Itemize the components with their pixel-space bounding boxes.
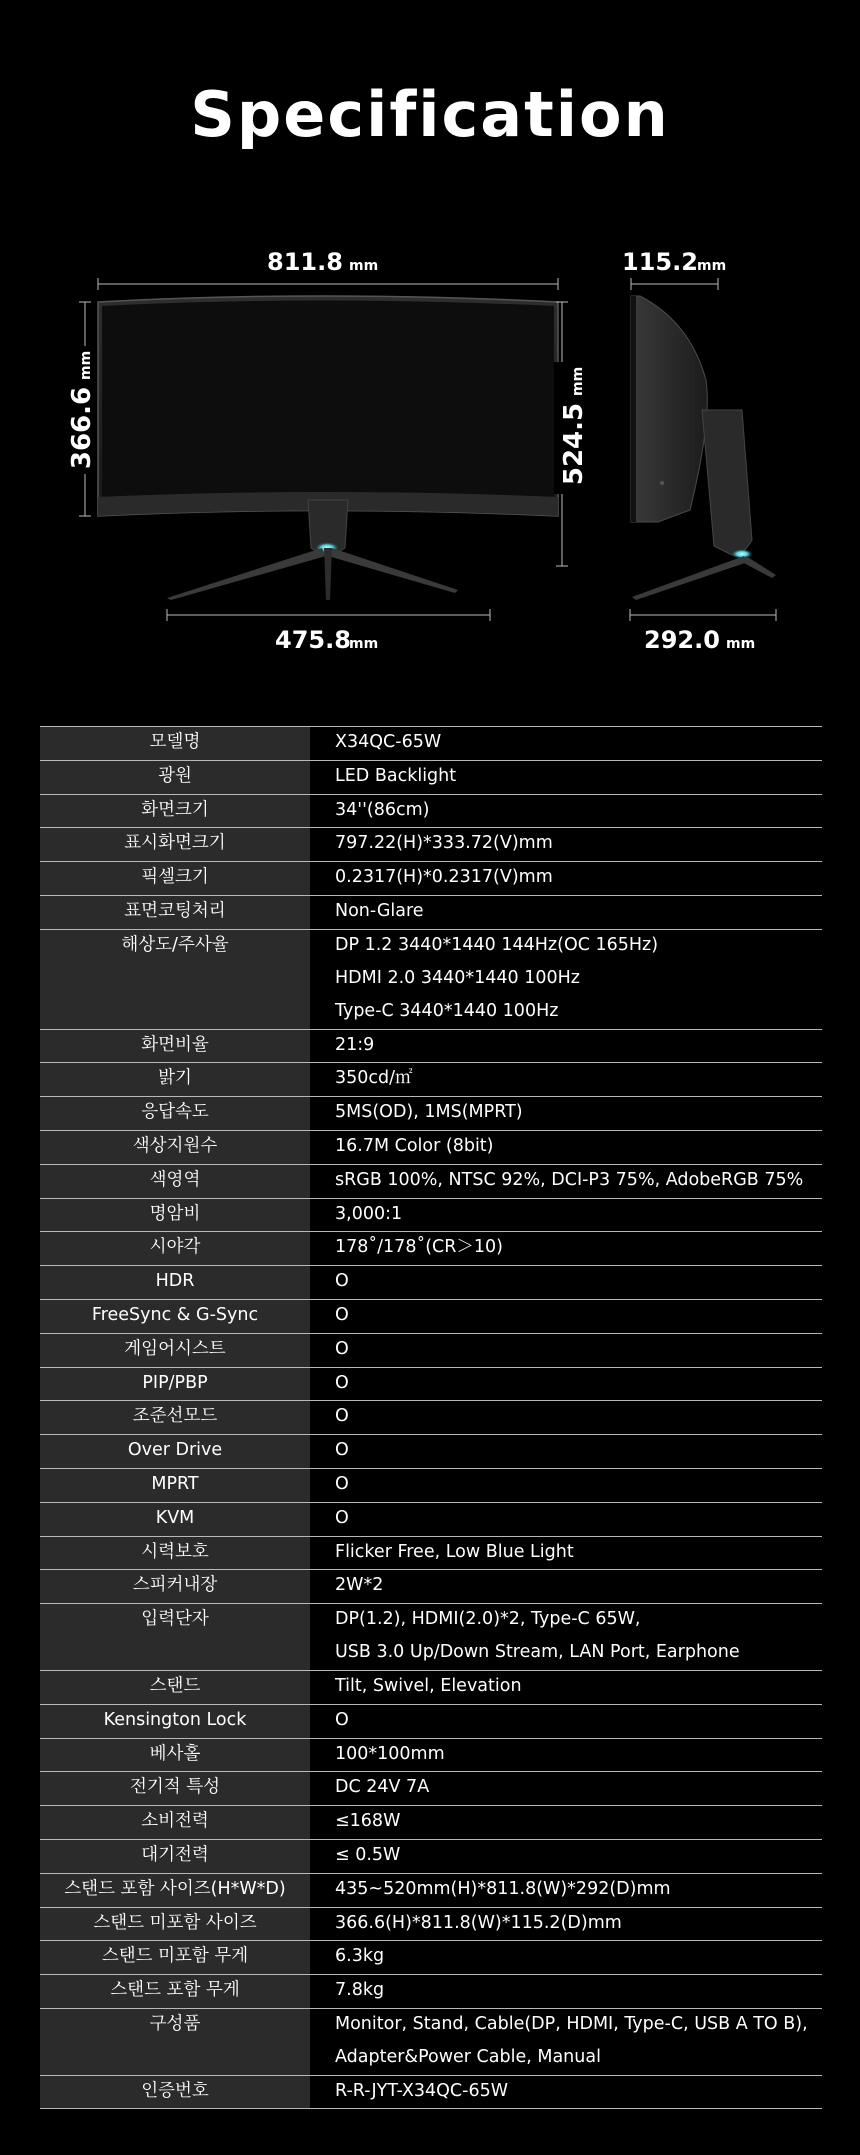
spec-value-line: DP(1.2), HDMI(2.0)*2, Type-C 65W, bbox=[335, 1609, 641, 1630]
side-depth-top-unit: mm bbox=[697, 258, 727, 274]
spec-value-line: 0.2317(H)*0.2317(V)mm bbox=[335, 867, 553, 888]
spec-label: 광원 bbox=[40, 760, 310, 794]
spec-label: 스탠드 bbox=[40, 1670, 310, 1704]
spec-value bbox=[310, 1266, 822, 1300]
spec-value bbox=[310, 760, 822, 794]
spec-row bbox=[40, 1502, 822, 1536]
side-view-monitor bbox=[631, 296, 776, 600]
spec-label: PIP/PBP bbox=[40, 1367, 310, 1401]
spec-row bbox=[40, 1670, 822, 1704]
spec-value-line: Monitor, Stand, Cable(DP, HDMI, Type-C, USB A TO B), bbox=[335, 2013, 808, 2034]
spec-value-line: Tilt, Swivel, Elevation bbox=[335, 1675, 522, 1696]
spec-row bbox=[40, 2008, 822, 2075]
spec-value bbox=[310, 1502, 822, 1536]
spec-label: Over Drive bbox=[40, 1435, 310, 1469]
spec-row bbox=[40, 1097, 822, 1131]
spec-row bbox=[40, 1570, 822, 1604]
spec-label: 구성품 bbox=[40, 2008, 310, 2075]
total-height-unit: mm bbox=[570, 366, 586, 396]
spec-label: 스탠드 포함 사이즈(H*W*D) bbox=[40, 1873, 310, 1907]
spec-value bbox=[310, 1333, 822, 1367]
spec-value-line: sRGB 100%, NTSC 92%, DCI-P3 75%, AdobeRGB 75% bbox=[335, 1169, 804, 1190]
spec-row bbox=[40, 2075, 822, 2109]
spec-value bbox=[310, 1299, 822, 1333]
spec-value-line: Type-C 3440*1440 100Hz bbox=[335, 1000, 559, 1021]
front-view-monitor bbox=[98, 296, 558, 600]
spec-row bbox=[40, 1704, 822, 1738]
spec-value-line: 100*100mm bbox=[335, 1743, 445, 1764]
spec-value bbox=[310, 1164, 822, 1198]
spec-value bbox=[310, 2075, 822, 2109]
front-height-dimension bbox=[63, 302, 97, 516]
spec-value bbox=[310, 1367, 822, 1401]
spec-row bbox=[40, 1435, 822, 1469]
spec-value-line: O bbox=[335, 1338, 349, 1359]
spec-row bbox=[40, 1873, 822, 1907]
spec-row bbox=[40, 1164, 822, 1198]
total-height-dimension bbox=[554, 302, 589, 566]
stand-width-value: 475.8 bbox=[275, 626, 351, 654]
front-height-value: 366.6 bbox=[67, 386, 97, 470]
spec-row bbox=[40, 1367, 822, 1401]
spec-value-line: 2W*2 bbox=[335, 1575, 384, 1596]
spec-value bbox=[310, 1704, 822, 1738]
spec-label: 모델명 bbox=[40, 727, 310, 761]
spec-label: 픽셀크기 bbox=[40, 862, 310, 896]
spec-value-line: 34''(86cm) bbox=[335, 799, 430, 820]
spec-table-body bbox=[40, 727, 822, 2109]
spec-label: MPRT bbox=[40, 1468, 310, 1502]
spec-value-line: O bbox=[335, 1709, 349, 1730]
spec-value-line: USB 3.0 Up/Down Stream, LAN Port, Earphone bbox=[335, 1642, 740, 1663]
stand-width-dimension bbox=[167, 609, 490, 654]
spec-value bbox=[310, 1097, 822, 1131]
spec-label: 소비전력 bbox=[40, 1806, 310, 1840]
spec-value bbox=[310, 828, 822, 862]
spec-table bbox=[40, 726, 822, 2109]
spec-row bbox=[40, 1130, 822, 1164]
spec-row bbox=[40, 1975, 822, 2009]
spec-value bbox=[310, 1772, 822, 1806]
spec-label: 해상도/주사율 bbox=[40, 929, 310, 1029]
page-title: Specification bbox=[190, 78, 670, 151]
front-height-unit: mm bbox=[78, 350, 94, 380]
spec-value bbox=[310, 1401, 822, 1435]
stand-width-unit: mm bbox=[349, 636, 379, 652]
spec-value-line: HDMI 2.0 3440*1440 100Hz bbox=[335, 967, 580, 988]
spec-row bbox=[40, 794, 822, 828]
spec-value bbox=[310, 1670, 822, 1704]
spec-label: 입력단자 bbox=[40, 1604, 310, 1671]
spec-value-line: O bbox=[335, 1440, 349, 1461]
spec-value bbox=[310, 1029, 822, 1063]
spec-value bbox=[310, 794, 822, 828]
spec-value bbox=[310, 1907, 822, 1941]
spec-value-line: 435~520mm(H)*811.8(W)*292(D)mm bbox=[335, 1878, 671, 1899]
front-width-value: 811.8 bbox=[267, 248, 343, 276]
spec-label: 게임어시스트 bbox=[40, 1333, 310, 1367]
spec-row bbox=[40, 1401, 822, 1435]
spec-value bbox=[310, 1806, 822, 1840]
dimension-diagram bbox=[0, 230, 860, 660]
spec-value bbox=[310, 1063, 822, 1097]
spec-value bbox=[310, 2008, 822, 2075]
spec-value bbox=[310, 1468, 822, 1502]
spec-label: Kensington Lock bbox=[40, 1704, 310, 1738]
spec-row bbox=[40, 1299, 822, 1333]
spec-label: 명암비 bbox=[40, 1198, 310, 1232]
spec-value bbox=[310, 1130, 822, 1164]
spec-value-line: ≤ 0.5W bbox=[335, 1844, 401, 1865]
spec-row bbox=[40, 1941, 822, 1975]
spec-value bbox=[310, 1198, 822, 1232]
spec-value-line: X34QC-65W bbox=[335, 732, 442, 752]
spec-value-line: 3,000:1 bbox=[335, 1203, 403, 1224]
side-depth-top-value: 115.2 bbox=[622, 248, 698, 276]
spec-row bbox=[40, 1604, 822, 1671]
spec-label: 스탠드 포함 무게 bbox=[40, 1975, 310, 2009]
spec-value-line: DP 1.2 3440*1440 144Hz(OC 165Hz) bbox=[335, 934, 659, 955]
spec-value bbox=[310, 1232, 822, 1266]
spec-value bbox=[310, 1975, 822, 2009]
spec-label: 베사홀 bbox=[40, 1738, 310, 1772]
spec-row bbox=[40, 1063, 822, 1097]
spec-value bbox=[310, 1839, 822, 1873]
front-width-unit: mm bbox=[349, 258, 379, 274]
spec-value-line: Flicker Free, Low Blue Light bbox=[335, 1541, 574, 1562]
spec-value bbox=[310, 727, 822, 761]
spec-value-line: O bbox=[335, 1507, 349, 1528]
spec-label: 색영역 bbox=[40, 1164, 310, 1198]
spec-row bbox=[40, 929, 822, 1029]
spec-label: 대기전력 bbox=[40, 1839, 310, 1873]
spec-row bbox=[40, 760, 822, 794]
spec-row bbox=[40, 1266, 822, 1300]
spec-value-line: 7.8kg bbox=[335, 1980, 385, 2001]
spec-value bbox=[310, 1941, 822, 1975]
spec-label: 표시화면크기 bbox=[40, 828, 310, 862]
spec-value bbox=[310, 895, 822, 929]
spec-value bbox=[310, 1738, 822, 1772]
spec-label: 색상지원수 bbox=[40, 1130, 310, 1164]
spec-value bbox=[310, 1570, 822, 1604]
spec-label: HDR bbox=[40, 1266, 310, 1300]
spec-label: FreeSync & G-Sync bbox=[40, 1299, 310, 1333]
spec-label: 응답속도 bbox=[40, 1097, 310, 1131]
spec-value-line: 366.6(H)*811.8(W)*115.2(D)mm bbox=[335, 1912, 622, 1933]
side-depth-top-dimension bbox=[620, 244, 730, 290]
spec-label: 밝기 bbox=[40, 1063, 310, 1097]
spec-row bbox=[40, 1232, 822, 1266]
spec-row bbox=[40, 1738, 822, 1772]
spec-value bbox=[310, 1536, 822, 1570]
spec-label: 전기적 특성 bbox=[40, 1772, 310, 1806]
spec-row bbox=[40, 1907, 822, 1941]
spec-value-line: 178˚/178˚(CR＞10) bbox=[335, 1237, 504, 1258]
spec-row bbox=[40, 862, 822, 896]
front-width-dimension bbox=[98, 244, 558, 290]
side-depth-base-unit: mm bbox=[726, 636, 756, 652]
spec-value bbox=[310, 1873, 822, 1907]
spec-row bbox=[40, 895, 822, 929]
side-depth-base-dimension bbox=[630, 609, 776, 654]
spec-label: 화면크기 bbox=[40, 794, 310, 828]
spec-label: 스탠드 미포함 사이즈 bbox=[40, 1907, 310, 1941]
spec-row bbox=[40, 1029, 822, 1063]
spec-value-line: 6.3kg bbox=[335, 1946, 385, 1967]
spec-label: 인증번호 bbox=[40, 2075, 310, 2109]
total-height-value: 524.5 bbox=[559, 402, 589, 486]
spec-label: 표면코팅처리 bbox=[40, 895, 310, 929]
spec-label: 시야각 bbox=[40, 1232, 310, 1266]
spec-value-line: 16.7M Color (8bit) bbox=[335, 1135, 494, 1156]
side-depth-base-value: 292.0 bbox=[644, 626, 720, 654]
spec-label: 시력보호 bbox=[40, 1536, 310, 1570]
spec-label: 조준선모드 bbox=[40, 1401, 310, 1435]
spec-value-line: O bbox=[335, 1473, 349, 1494]
spec-value-line: O bbox=[335, 1406, 349, 1427]
spec-value-line: LED Backlight bbox=[335, 765, 457, 786]
spec-value-line: 5MS(OD), 1MS(MPRT) bbox=[335, 1102, 523, 1123]
spec-value-line: 350cd/㎡ bbox=[335, 1068, 413, 1089]
spec-label: KVM bbox=[40, 1502, 310, 1536]
spec-row bbox=[40, 1536, 822, 1570]
spec-row bbox=[40, 1839, 822, 1873]
spec-row bbox=[40, 1806, 822, 1840]
spec-row bbox=[40, 1198, 822, 1232]
spec-value-line: O bbox=[335, 1372, 349, 1393]
spec-label: 스피커내장 bbox=[40, 1570, 310, 1604]
spec-value-line: 797.22(H)*333.72(V)mm bbox=[335, 833, 553, 854]
spec-value bbox=[310, 1604, 822, 1671]
spec-value bbox=[310, 862, 822, 896]
spec-label: 스탠드 미포함 무게 bbox=[40, 1941, 310, 1975]
spec-value-line: 21:9 bbox=[335, 1034, 375, 1055]
spec-row bbox=[40, 828, 822, 862]
spec-row bbox=[40, 1333, 822, 1367]
spec-row bbox=[40, 727, 822, 761]
spec-value bbox=[310, 929, 822, 1029]
spec-value-line: Adapter&Power Cable, Manual bbox=[335, 2046, 601, 2067]
spec-label: 화면비율 bbox=[40, 1029, 310, 1063]
spec-value-line: Non-Glare bbox=[335, 900, 424, 921]
spec-value-line: O bbox=[335, 1304, 349, 1325]
spec-row bbox=[40, 1468, 822, 1502]
spec-value bbox=[310, 1435, 822, 1469]
spec-value-line: O bbox=[335, 1271, 349, 1292]
spec-row bbox=[40, 1772, 822, 1806]
spec-value-line: DC 24V 7A bbox=[335, 1777, 430, 1798]
spec-value-line: R-R-JYT-X34QC-65W bbox=[335, 2080, 509, 2101]
spec-value-line: ≤168W bbox=[335, 1811, 401, 1832]
